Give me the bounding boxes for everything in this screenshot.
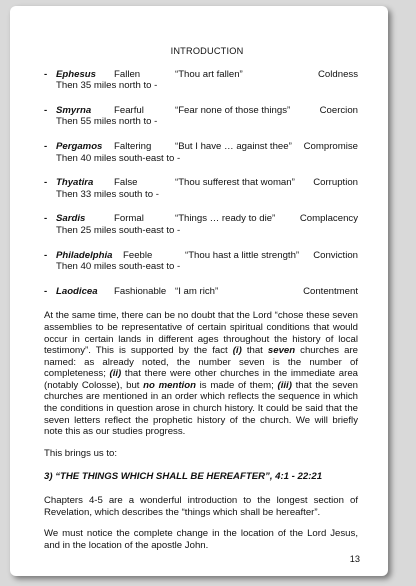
church-quote: “I am rich” bbox=[175, 285, 219, 297]
church-condition: Coercion bbox=[319, 104, 358, 116]
travel-direction: Then 40 miles south-east to - bbox=[56, 261, 181, 273]
church-quote: “But I have … against thee” bbox=[175, 140, 292, 152]
church-condition: Coldness bbox=[318, 68, 358, 80]
church-name: Philadelphia bbox=[56, 249, 113, 261]
paragraph-brings-us: This brings us to: bbox=[44, 447, 118, 459]
church-trait: False bbox=[114, 177, 138, 189]
church-name: Pergamos bbox=[56, 140, 103, 152]
church-name: Laodicea bbox=[56, 285, 98, 297]
list-bullet: - bbox=[44, 140, 48, 152]
church-trait: Faltering bbox=[114, 140, 152, 152]
church-entry bbox=[44, 285, 358, 298]
travel-direction: Then 40 miles south-east to - bbox=[56, 152, 181, 164]
church-trait: Formal bbox=[114, 213, 144, 225]
church-entry bbox=[44, 249, 358, 273]
church-quote: “Thou art fallen” bbox=[175, 68, 243, 80]
church-condition: Compromise bbox=[303, 140, 358, 152]
church-quote: “Thou hast a little strength” bbox=[185, 249, 300, 261]
travel-direction: Then 33 miles south to - bbox=[56, 188, 159, 200]
church-quote: “Things … ready to die” bbox=[175, 213, 276, 225]
travel-direction: Then 55 miles north to - bbox=[56, 116, 158, 128]
paragraph-change-location: We must notice the complete change in the location of the Lord Jesus, and in the location of the apostle John. bbox=[44, 528, 358, 551]
paragraph-representative: At the same time, there can be no doubt that the Lord “chose these seven assemblies to be representative of certain spiritual conditions that would occur in certain lands in different ages throughout the history of local testimony”. This is supported by the fact (i) that seven churches are named: as already noted, the number seven is the number of completeness; (ii) that there were other churches in the immediate area (notably Colosse), but no mention is made of them; (iii) that the seven churches are mentioned in an order which reflects the sequence in which the conditions in question arose in church history. It could be said that the seven letters reflect the prophetic history of the church. We will briefly note this as our studies progress. bbox=[44, 310, 359, 438]
travel-direction: Then 25 miles south-east to - bbox=[56, 224, 181, 236]
list-bullet: - bbox=[44, 249, 48, 261]
church-condition: Conviction bbox=[313, 249, 358, 261]
church-name: Sardis bbox=[56, 213, 86, 225]
church-trait: Fearful bbox=[114, 104, 144, 116]
marker-ii: (ii) bbox=[109, 368, 122, 380]
marker-iii: (iii) bbox=[277, 379, 292, 391]
church-entry bbox=[44, 213, 358, 236]
church-condition: Contentment bbox=[303, 285, 358, 297]
church-name: Smyrna bbox=[56, 104, 92, 116]
church-condition: Corruption bbox=[313, 177, 358, 189]
list-bullet: - bbox=[44, 285, 48, 297]
church-entry bbox=[44, 177, 358, 200]
church-entry bbox=[44, 68, 358, 92]
church-quote: “Fear none of those things” bbox=[175, 104, 291, 116]
church-trait: Fashionable bbox=[114, 285, 167, 297]
church-name: Thyatira bbox=[56, 177, 94, 189]
page-number: 13 bbox=[349, 554, 360, 564]
church-list bbox=[44, 68, 358, 298]
section-heading: 3) “THE THINGS WHICH SHALL BE HEREAFTER”, 4:1 - 22:21 bbox=[44, 471, 323, 483]
church-entry bbox=[44, 104, 358, 128]
emphasis-seven: seven bbox=[267, 345, 296, 357]
church-trait: Feeble bbox=[123, 249, 153, 261]
marker-i: (i) bbox=[232, 345, 242, 357]
document-page bbox=[10, 6, 388, 576]
list-bullet: - bbox=[44, 104, 48, 116]
church-quote: “Thou sufferest that woman” bbox=[175, 177, 295, 189]
page-header: INTRODUCTION bbox=[170, 46, 244, 56]
church-condition: Complacency bbox=[299, 213, 358, 225]
paragraph-chapters: Chapters 4-5 are a wonderful introduction to the longest section of Revelation, which describes the “things which shall be hereafter”. bbox=[44, 495, 358, 518]
travel-direction: Then 35 miles north to - bbox=[56, 80, 158, 92]
church-name: Ephesus bbox=[56, 68, 96, 80]
church-entry bbox=[44, 140, 358, 164]
church-trait: Fallen bbox=[114, 68, 141, 80]
list-bullet: - bbox=[44, 68, 48, 80]
list-bullet: - bbox=[44, 177, 48, 189]
list-bullet: - bbox=[44, 213, 48, 225]
emphasis-no-mention: no mention bbox=[143, 379, 196, 391]
